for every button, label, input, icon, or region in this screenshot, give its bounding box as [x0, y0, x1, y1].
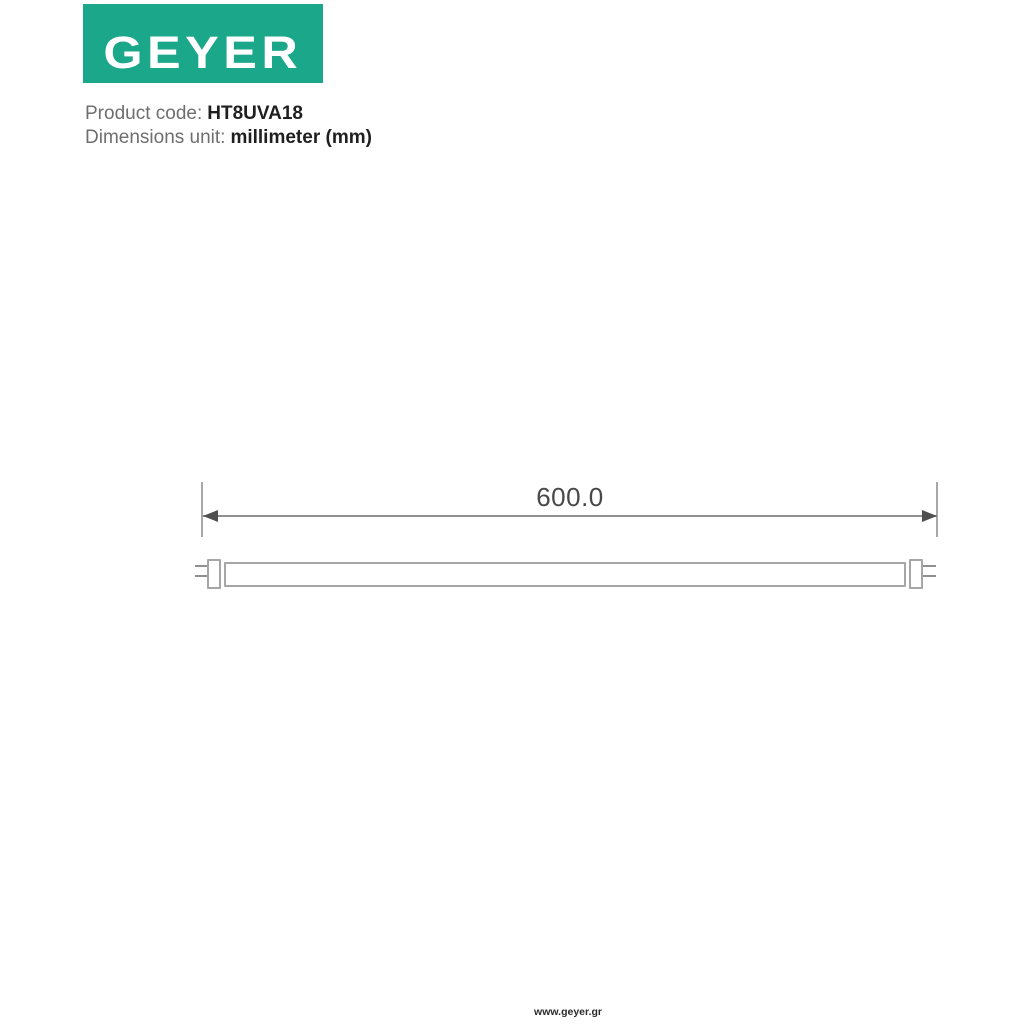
tube-endcap-right	[909, 559, 923, 589]
product-code-label: Product code:	[85, 103, 203, 124]
dimension-value: 600.0	[536, 482, 604, 512]
dimensions-unit-value: millimeter (mm)	[230, 127, 372, 148]
tube-pin-left-bottom	[195, 575, 207, 577]
tube-body	[224, 562, 906, 587]
tube-endcap-left	[207, 559, 221, 589]
tube-pin-left-top	[195, 565, 207, 567]
product-code-value: HT8UVA18	[207, 103, 303, 124]
tube-pin-right-bottom	[923, 575, 936, 577]
dimension-line	[203, 515, 937, 517]
tube-pin-right-top	[923, 565, 936, 567]
dimensions-unit-label: Dimensions unit:	[85, 127, 226, 148]
website-url: www.geyer.gr	[534, 1006, 602, 1018]
geyer-logo-text: GEYER	[103, 27, 303, 78]
